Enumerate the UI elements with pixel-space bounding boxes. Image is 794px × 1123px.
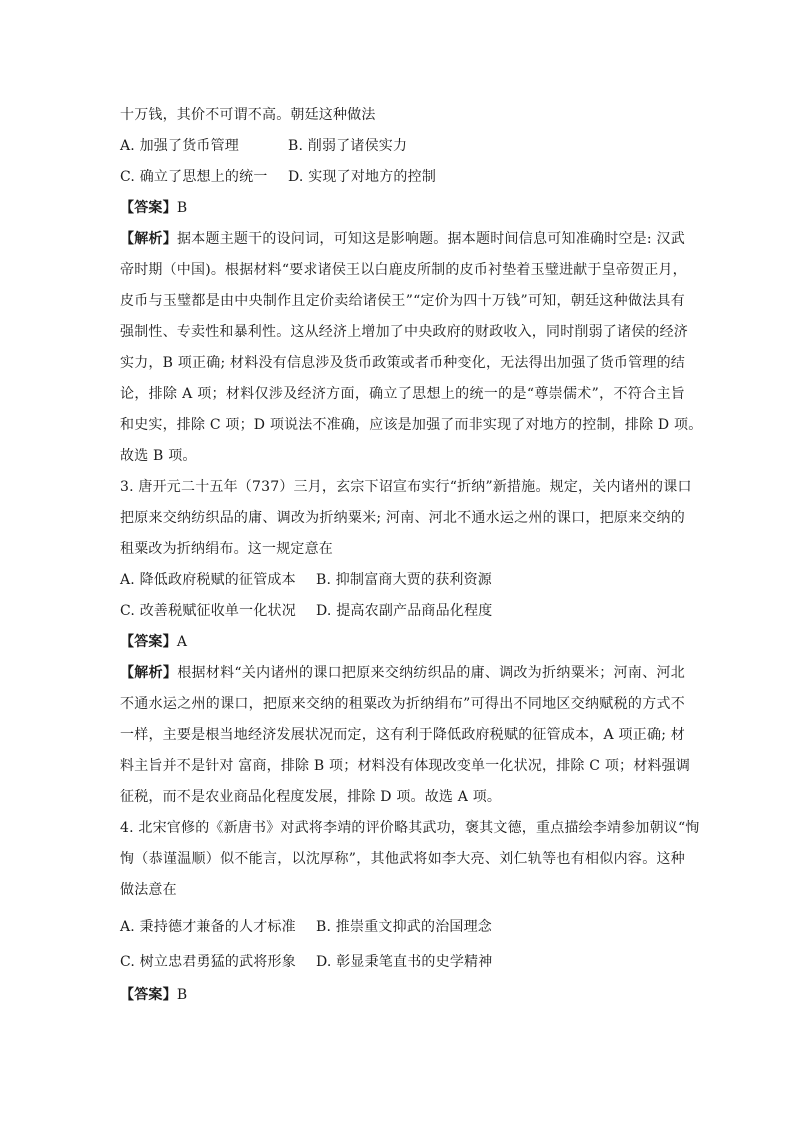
- q2-option-a: A. 加强了货币管理: [120, 138, 240, 154]
- q3-answer-value: A: [176, 634, 188, 650]
- q4-option-c: C. 树立忠君勇猛的武将形象: [120, 954, 296, 970]
- q3-stem-line: 把原来交纳纺织品的庸、调改为折纳粟米; 河南、河北不通水运之州的课口，把原来交纳的: [120, 510, 685, 526]
- q2-stem-end: 十万钱，其价不可谓不高。朝廷这种做法: [120, 107, 376, 123]
- q4-answer: [120, 980, 685, 1011]
- q3-analysis-line: 料主旨并不是针对 富商，排除 B 项；材料没有体现改变单一化状况，排除 C 项；材料强调: [120, 758, 691, 774]
- q2-options-cd: [120, 162, 685, 193]
- q2-analysis-line: 和史实，排除 C 项；D 项说法不准确，应该是加强了而非实现了对地方的控制，排除 D 项。: [120, 417, 703, 433]
- q2-analysis-line: 帝时期（中国)。根据材料“要求诸侯王以白鹿皮所制的皮币衬垫着玉璧进献于皇帝贺正月，: [120, 262, 687, 278]
- q2-analysis-line: [120, 224, 685, 255]
- q4-stem-line: 做法意在: [120, 882, 177, 898]
- q4-stem-line: 恂（恭谨温顺）似不能言，以沈厚称”，其他武将如李大亮、刘仁轨等也有相似内容。这种: [120, 851, 685, 867]
- q3-analysis-line: 一样，主要是根当地经济发展状况而定，这有利于降低政府税赋的征管成本，A 项正确; 材: [120, 727, 685, 743]
- q3-stem-line: 3. 唐开元二十五年（737）三月，玄宗下诏宣布实行“折纳”新措施。规定，关内诸州的课口: [120, 479, 692, 495]
- q3-option-a: A. 降低政府税赋的征管成本: [120, 572, 296, 588]
- q3-answer: [120, 627, 685, 658]
- q3-analysis-text: 根据材料“关内诸州的课口把原来交纳纺织品的庸、调改为折纳粟米；河南、河北: [177, 665, 685, 681]
- q3-options-ab: [120, 565, 685, 596]
- q2-analysis-label: 【解析】: [120, 231, 177, 247]
- q4-option-d: D. 彰显秉笔直书的史学精神: [316, 954, 493, 970]
- q2-analysis-text: 据本题主题干的设问词，可知这是影响题。据本题时间信息可知准确时空是: 汉武: [176, 231, 685, 247]
- q3-analysis-line: 不通水运之州的课口，把原来交纳的租粟改为折纳绢布”可得出不同地区交纳赋税的方式不: [120, 696, 685, 712]
- q2-option-d: D. 实现了对地方的控制: [288, 169, 437, 185]
- q4-answer-value: B: [176, 987, 188, 1003]
- q2-options-ab: [120, 131, 685, 162]
- q4-option-a: A. 秉持德才兼备的人才标准: [120, 919, 296, 935]
- q3-answer-label: 【答案】: [120, 634, 177, 650]
- q4-options-ab: [120, 912, 685, 943]
- q3-option-d: D. 提高农副产品商品化程度: [316, 603, 493, 619]
- q2-analysis-line: 强制性、专卖性和暴利性。这从经济上增加了中央政府的财政收入，同时削弱了诸侯的经济: [120, 324, 688, 340]
- q4-options-cd: [120, 947, 685, 978]
- page-content: [120, 100, 703, 1011]
- q2-option-b: B. 削弱了诸侯实力: [288, 138, 408, 154]
- q2-analysis-line: 故选 B 项。: [120, 448, 197, 464]
- q3-stem-line: 租粟改为折纳绢布。这一规定意在: [120, 541, 333, 557]
- q4-stem-line: 4. 北宋官修的《新唐书》对武将李靖的评价略其武功，褒其文德，重点描绘李靖参加朝议“恂: [120, 820, 700, 836]
- q2-answer-value: B: [176, 200, 188, 216]
- q4-option-b: B. 推崇重文抑武的治国理念: [316, 919, 492, 935]
- q2-analysis-line: 皮币与玉璧都是由中央制作且定价卖给诸侯王”“定价为四十万钱”可知，朝廷这种做法具有: [120, 293, 685, 309]
- q2-option-c: C. 确立了思想上的统一: [120, 169, 268, 185]
- q3-option-c: C. 改善税赋征收单一化状况: [120, 603, 296, 619]
- q3-analysis-line: [120, 658, 685, 689]
- q3-option-b: B. 抑制富商大贾的获利资源: [316, 572, 492, 588]
- q2-analysis-line: 论，排除 A 项；材料仅涉及经济方面，确立了思想上的统一的是“尊崇儒术”，不符合主旨: [120, 386, 685, 402]
- q3-options-cd: [120, 596, 685, 627]
- q4-answer-label: 【答案】: [120, 987, 177, 1003]
- q3-analysis-line: 征税，而不是农业商品化程度发展，排除 D 项。故选 A 项。: [120, 789, 502, 805]
- q3-analysis-label: 【解析】: [120, 665, 178, 681]
- q2-answer-label: 【答案】: [120, 200, 177, 216]
- q2-answer: [120, 193, 685, 224]
- q2-analysis-line: 实力，B 项正确; 材料没有信息涉及货币政策或者币种变化，无法得出加强了货币管理的结: [120, 355, 685, 371]
